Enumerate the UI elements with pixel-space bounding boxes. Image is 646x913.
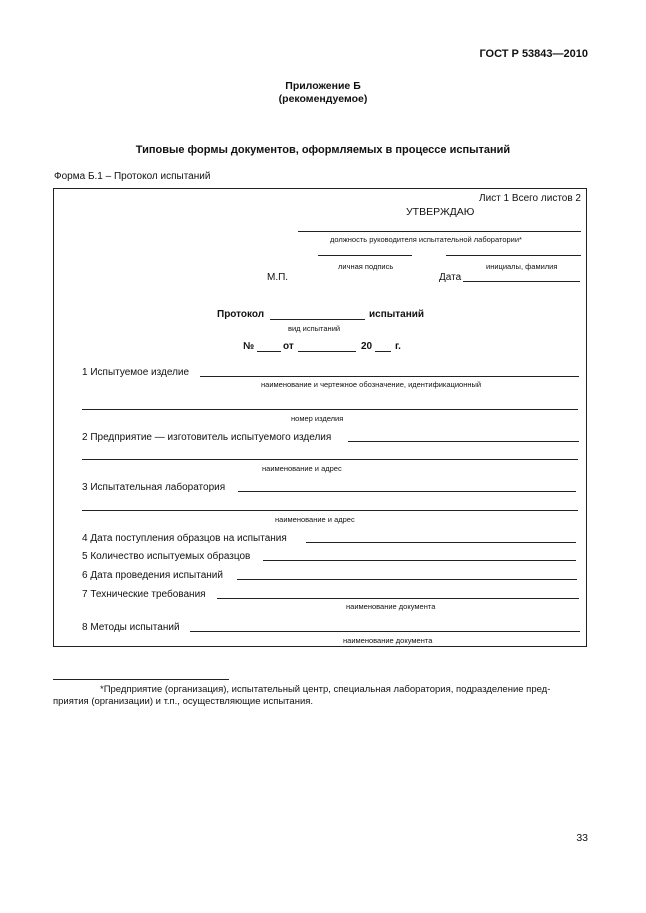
item-3-line[interactable]	[238, 491, 576, 492]
signature-caption: личная подпись	[338, 262, 394, 271]
section-title: Типовые формы документов, оформляемых в процессе испытаний	[135, 144, 511, 156]
item-8-label: 8 Методы испытаний	[82, 622, 180, 633]
protocol-right: испытаний	[369, 309, 425, 320]
number-line[interactable]	[257, 351, 281, 352]
item-2-caption: наименование и адрес	[262, 464, 342, 473]
year-line[interactable]	[375, 351, 391, 352]
item-8-caption: наименование документа	[343, 636, 433, 645]
date-day-line[interactable]	[298, 351, 356, 352]
year-suffix: г.	[395, 341, 401, 352]
appendix-subtitle: (рекомендуемое)	[278, 93, 368, 105]
date-line[interactable]	[463, 281, 580, 282]
footnote-line-2: приятия (организации) и т.п., осуществляющие испытания.	[53, 696, 314, 707]
item-2-label: 2 Предприятие — изготовитель испытуемого изделия	[82, 432, 332, 443]
position-caption: должность руководителя испытательной лаборатории*	[330, 235, 522, 244]
year-label: 20	[361, 341, 373, 352]
standard-number: ГОСТ Р 53843—2010	[479, 48, 588, 60]
protocol-form	[53, 188, 587, 647]
position-line[interactable]	[298, 231, 581, 232]
protocol-left: Протокол	[217, 309, 265, 320]
item-8-line[interactable]	[190, 631, 580, 632]
item-1-caption: наименование и чертежное обозначение, идентификационный	[261, 380, 482, 389]
item-3-caption: наименование и адрес	[275, 515, 355, 524]
item-number-line[interactable]	[82, 409, 578, 410]
sheet-count: Лист 1 Всего листов 2	[479, 193, 581, 204]
from-label: от	[283, 341, 294, 352]
stamp-label: М.П.	[267, 272, 289, 283]
date-label: Дата	[439, 272, 462, 283]
item-4-line[interactable]	[306, 542, 576, 543]
number-label: №	[243, 341, 255, 352]
item-5-label: 5 Количество испытуемых образцов	[82, 551, 251, 562]
footnote-separator	[53, 679, 229, 680]
initials-line[interactable]	[446, 255, 581, 256]
item-7-caption: наименование документа	[346, 602, 436, 611]
item-4-label: 4 Дата поступления образцов на испытания	[82, 533, 287, 544]
page-number: 33	[576, 832, 588, 844]
footnote-line-1: *Предприятие (организация), испытательный центр, специальная лаборатория, подразделение пред-	[100, 684, 551, 695]
test-type-caption: вид испытаний	[288, 324, 341, 333]
signature-line[interactable]	[318, 255, 412, 256]
initials-caption: инициалы, фамилия	[486, 262, 558, 271]
item-3-line-2[interactable]	[82, 510, 578, 511]
item-2-line[interactable]	[348, 441, 579, 442]
item-5-line[interactable]	[263, 560, 576, 561]
approve-label: УТВЕРЖДАЮ	[406, 206, 475, 218]
item-3-label: 3 Испытательная лаборатория	[82, 482, 226, 493]
item-7-label: 7 Технические требования	[82, 589, 206, 600]
appendix-title: Приложение Б	[285, 80, 361, 92]
test-type-line[interactable]	[270, 319, 365, 320]
item-2-line-2[interactable]	[82, 459, 578, 460]
item-number-caption: номер изделия	[291, 414, 344, 423]
item-1-label: 1 Испытуемое изделие	[82, 367, 190, 378]
form-label: Форма Б.1 – Протокол испытаний	[54, 171, 211, 182]
item-6-label: 6 Дата проведения испытаний	[82, 570, 223, 581]
item-6-line[interactable]	[237, 579, 577, 580]
item-7-line[interactable]	[217, 598, 579, 599]
item-1-line[interactable]	[200, 376, 579, 377]
